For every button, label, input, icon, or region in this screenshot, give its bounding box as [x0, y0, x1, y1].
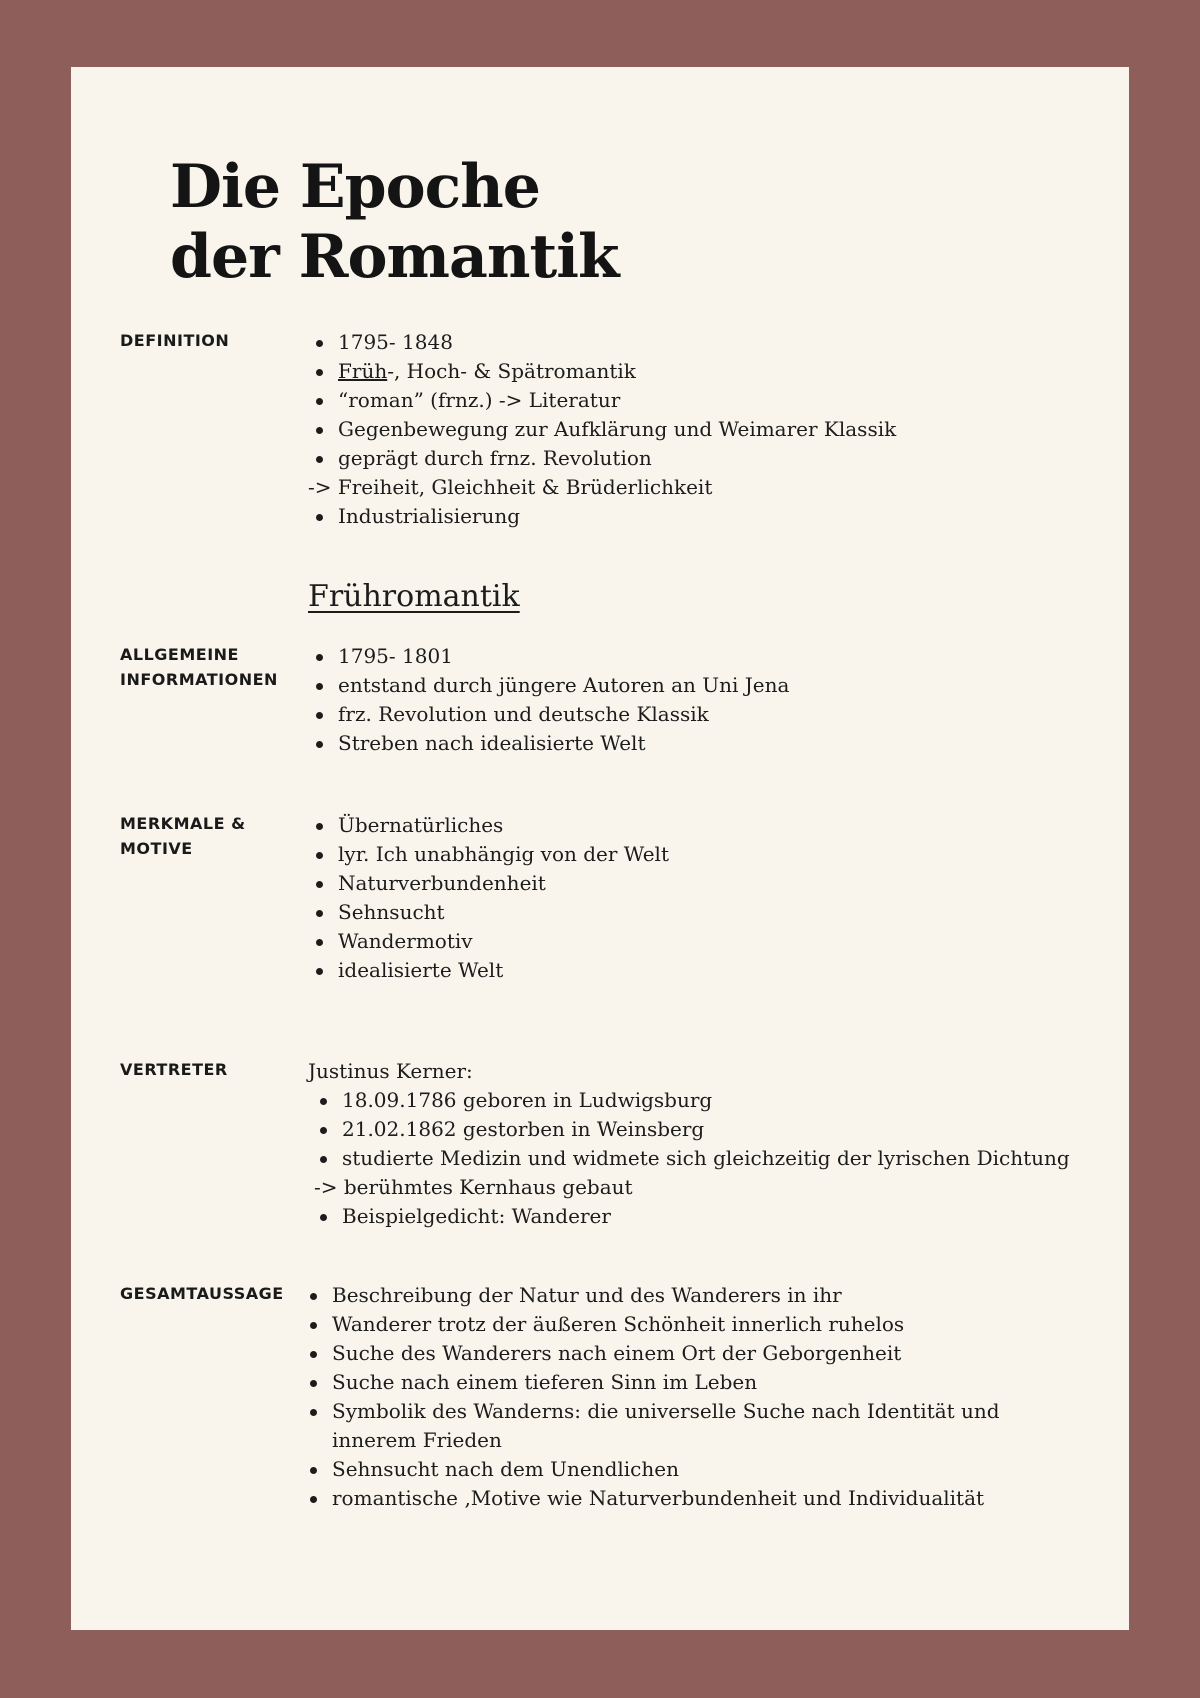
- list-item: Beispielgedicht: Wanderer: [308, 1202, 1070, 1231]
- list-item: Wandermotiv: [308, 927, 669, 956]
- list-item: Übernatürliches: [308, 811, 669, 840]
- vertreter-label: VERTRETER: [120, 1060, 228, 1079]
- section-heading: Frühromantik: [308, 579, 520, 614]
- list-item: frz. Revolution und deutsche Klassik: [308, 700, 789, 729]
- list-item: 1795- 1848: [308, 328, 896, 357]
- definition-list: [308, 328, 896, 473]
- gesamtaussage-list: [302, 1281, 1072, 1513]
- merkmale-content: [308, 811, 669, 985]
- title-line-1: Die Epoche: [170, 152, 540, 222]
- merkmale-list: [308, 811, 669, 985]
- list-item: Wanderer trotz der äußeren Schönheit innerlich ruhelos: [302, 1310, 1072, 1339]
- definition-label: DEFINITION: [120, 331, 230, 350]
- page-title: [170, 152, 619, 292]
- document-page: [71, 67, 1129, 1630]
- merkmale-label: MERKMALE & MOTIVE: [120, 814, 246, 858]
- list-item: studierte Medizin und widmete sich gleichzeitig der lyrischen Dichtung: [308, 1144, 1070, 1173]
- definition-content: [308, 328, 896, 531]
- list-item: Beschreibung der Natur und des Wanderers in ihr: [302, 1281, 1072, 1310]
- list-item: romantische ‚Motive wie Naturverbundenheit und Individualität: [302, 1484, 1072, 1513]
- list-item: 21.02.1862 gestorben in Weinsberg: [308, 1115, 1070, 1144]
- author-name: Justinus Kerner:: [308, 1059, 473, 1083]
- gesamtaussage-label: GESAMTAUSSAGE: [120, 1284, 284, 1303]
- list-item: 18.09.1786 geboren in Ludwigsburg: [308, 1086, 1070, 1115]
- gesamtaussage-content: [302, 1281, 1072, 1513]
- vertreter-content: [308, 1057, 1070, 1231]
- allgemeine-label: ALLGEMEINE INFORMATIONEN: [120, 645, 278, 689]
- list-item: geprägt durch frnz. Revolution: [308, 444, 896, 473]
- list-item: Suche nach einem tieferen Sinn im Leben: [302, 1368, 1072, 1397]
- list-item: “roman” (frnz.) -> Literatur: [308, 386, 896, 415]
- list-item: Streben nach idealisierte Welt: [308, 729, 789, 758]
- underlined-text: Früh: [338, 359, 388, 383]
- allgemeine-list: [308, 642, 789, 758]
- list-item: Sehnsucht nach dem Unendlichen: [302, 1455, 1072, 1484]
- list-item: Sehnsucht: [308, 898, 669, 927]
- vertreter-list: [308, 1086, 1070, 1173]
- list-item: idealisierte Welt: [308, 956, 669, 985]
- list-item: Naturverbundenheit: [308, 869, 669, 898]
- allgemeine-content: [308, 642, 789, 758]
- arrow-note: -> Freiheit, Gleichheit & Brüderlichkeit: [308, 475, 713, 499]
- list-item: lyr. Ich unabhängig von der Welt: [308, 840, 669, 869]
- title-line-2: der Romantik: [170, 222, 619, 292]
- list-item: Industrialisierung: [308, 502, 896, 531]
- list-item: Gegenbewegung zur Aufklärung und Weimarer Klassik: [308, 415, 896, 444]
- list-item: Früh-, Hoch- & Spätromantik: [308, 357, 896, 386]
- list-item: 1795- 1801: [308, 642, 789, 671]
- list-item: Symbolik des Wanderns: die universelle Suche nach Identität und innerem Frieden: [302, 1397, 1072, 1455]
- list-item: Suche des Wanderers nach einem Ort der Geborgenheit: [302, 1339, 1072, 1368]
- list-item: entstand durch jüngere Autoren an Uni Jena: [308, 671, 789, 700]
- arrow-note: -> berühmtes Kernhaus gebaut: [314, 1175, 633, 1199]
